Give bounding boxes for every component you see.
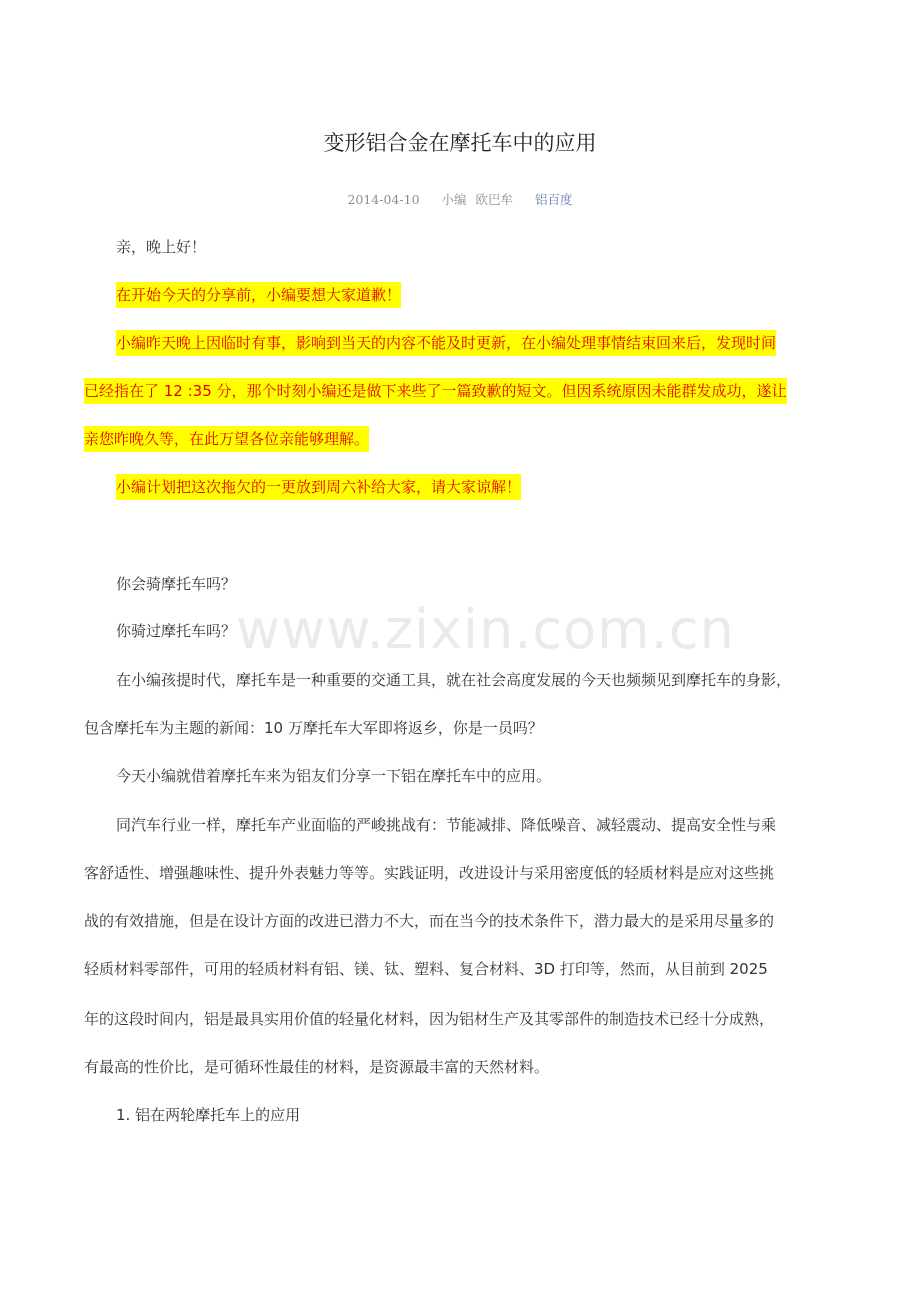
paragraph-4: 今天小编就借着摩托车来为铝友们分享一下铝在摩托车中的应用。 <box>116 767 552 785</box>
paragraph-5-line-2: 客舒适性、增强趣味性、提升外表魅力等等。实践证明，改进设计与采用密度低的轻质材料是应对这些挑 <box>84 864 775 882</box>
meta-source-link[interactable]: 铝百度 <box>535 192 573 207</box>
question-1: 你会骑摩托车吗？ <box>116 575 237 593</box>
paragraph-5-line-3: 战的有效措施，但是在设计方面的改进已潜力不大，而在当今的技术条件下，潜力最大的是采用尽量多的 <box>84 912 775 930</box>
meta-date: 2014-04-10 <box>347 192 420 207</box>
highlighted-text: 已经指在了 12 :35 分，那个时刻小编还是做下来些了一篇致歉的短文。但因系统原因未能群发成功，遂让 <box>84 378 787 404</box>
question-2: 你骑过摩托车吗？ <box>116 622 237 640</box>
paragraph-3-line-2: 包含摩托车为主题的新闻：10 万摩托车大军即将返乡，你是一员吗？ <box>84 719 543 737</box>
highlighted-text: 亲您昨晚久等，在此万望各位亲能够理解。 <box>84 426 369 452</box>
paragraph-5-line-6: 有最高的性价比，是可循环性最佳的材料，是资源最丰富的天然材料。 <box>84 1058 550 1076</box>
paragraph-5-line-5: 年的这段时间内，铝是最具实用价值的轻量化材料，因为铝材生产及其零部件的制造技术已经十分成熟， <box>84 1010 775 1028</box>
article-title: 变形铝合金在摩托车中的应用 <box>323 131 597 155</box>
notice-paragraph-2-line-1 <box>84 320 870 367</box>
notice-line-1 <box>84 272 870 319</box>
article-meta <box>0 191 920 209</box>
notice-paragraph-2-line-3 <box>84 416 838 463</box>
highlighted-text: 小编昨天晚上因临时有事，影响到当天的内容不能及时更新，在小编处理事情结束回来后，发现时间 <box>116 330 776 356</box>
section-heading-1: 1. 铝在两轮摩托车上的应用 <box>116 1106 301 1124</box>
watermark: www.zixin.com.cn <box>236 598 735 661</box>
meta-author2: 欧巴牟 <box>475 192 514 207</box>
paragraph-5-line-4: 轻质材料零部件，可用的轻质材料有铝、镁、钛、塑料、复合材料、3D 打印等，然而，从目前到 2025 <box>84 960 768 978</box>
paragraph-3-line-1: 在小编孩提时代，摩托车是一种重要的交通工具，就在社会高度发展的今天也频频见到摩托车的身影， <box>116 671 792 689</box>
notice-line-4 <box>84 464 870 511</box>
meta-author: 小编 <box>441 192 467 207</box>
paragraph-5-line-1: 同汽车行业一样，摩托车产业面临的严峻挑战有：节能减排、降低噪音、减轻震动、提高安全性与乘 <box>116 816 777 834</box>
highlighted-text: 在开始今天的分享前，小编要想大家道歉！ <box>116 282 401 308</box>
notice-paragraph-2-line-2 <box>84 368 838 415</box>
greeting-paragraph: 亲，晚上好！ <box>116 238 207 256</box>
highlighted-text: 小编计划把这次拖欠的一更放到周六补给大家，请大家谅解！ <box>116 474 521 500</box>
